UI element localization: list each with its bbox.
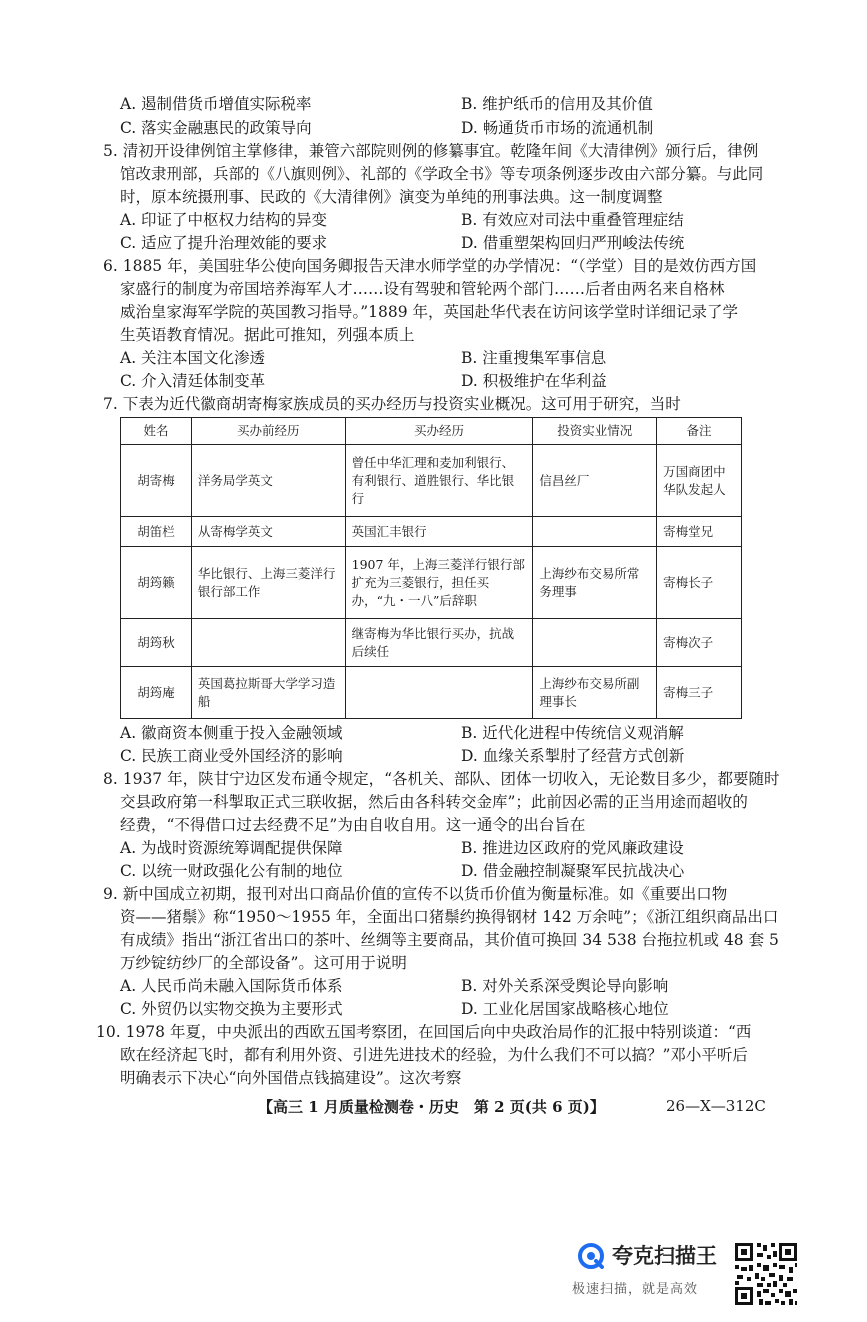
q8-option-d: D. 借金融控制凝聚军民抗战决心 bbox=[461, 862, 685, 880]
table-row bbox=[121, 619, 742, 667]
table-cell: 上海纱布交易所副理事长 bbox=[533, 667, 657, 719]
q8-option-a: A. 为战时资源统筹调配提供保障 bbox=[120, 839, 343, 857]
q9-stem-line: 万纱锭纺纱厂的全部设备”。这可用于说明 bbox=[120, 954, 407, 972]
q9-option-c: C. 外贸仍以实物交换为主要形式 bbox=[120, 1000, 343, 1018]
q6-option-b: B. 注重搜集军事信息 bbox=[461, 349, 607, 367]
q8-stem-line: 8. 1937 年，陕甘宁边区发布通令规定，“各机关、部队、团体一切收入，无论数目多少，都要随时 bbox=[103, 770, 780, 788]
table-cell: 万国商团中华队发起人 bbox=[657, 445, 742, 517]
scanner-app-title: 夸克扫描王 bbox=[612, 1244, 717, 1268]
table-cell: 洋务局学英文 bbox=[191, 445, 345, 517]
page-footer: 【高三 1 月质量检测卷・历史 第 2 页(共 6 页)】 bbox=[258, 1098, 605, 1116]
table-cell: 寄梅次子 bbox=[657, 619, 742, 667]
table-cell: 胡筠秋 bbox=[121, 619, 192, 667]
table-row bbox=[121, 445, 742, 517]
q5-option-d: D. 借重塑架构回归严刑峻法传统 bbox=[461, 234, 685, 252]
q9-option-d: D. 工业化居国家战略核心地位 bbox=[461, 1000, 669, 1018]
q6-stem-line: 生英语教育情况。据此可推知，列强本质上 bbox=[120, 326, 415, 344]
table-row bbox=[121, 667, 742, 719]
paper-code: 26—X—312C bbox=[666, 1097, 766, 1115]
q7-stem-line: 7. 下表为近代徽商胡寄梅家族成员的买办经历与投资实业概况。这可用于研究，当时 bbox=[103, 395, 681, 413]
q4-option-b: B. 维护纸币的信用及其价值 bbox=[461, 95, 653, 113]
table-cell: 从寄梅学英文 bbox=[191, 517, 345, 547]
scanner-app-slogan: 极速扫描，就是高效 bbox=[572, 1282, 699, 1297]
table-cell: 寄梅长子 bbox=[657, 547, 742, 619]
table-header-row bbox=[121, 418, 742, 445]
q10-stem-line: 欧在经济起飞时，都有利用外资、引进先进技术的经验，为什么我们不可以搞？”邓小平听后 bbox=[120, 1046, 748, 1064]
q5-option-b: B. 有效应对司法中重叠管理症结 bbox=[461, 211, 684, 229]
scanner-logo-icon bbox=[578, 1243, 604, 1269]
table-cell: 华比银行、上海三菱洋行银行部工作 bbox=[191, 547, 345, 619]
table-row bbox=[121, 517, 742, 547]
q8-option-c: C. 以统一财政强化公有制的地位 bbox=[120, 862, 343, 880]
table-cell: 英国葛拉斯哥大学学习造船 bbox=[191, 667, 345, 719]
table-cell: 胡筠籁 bbox=[121, 547, 192, 619]
table-cell: 继寄梅为华比银行买办，抗战后续任 bbox=[345, 619, 533, 667]
q5-stem-line: 馆改隶刑部，兵部的《八旗则例》、礼部的《学政全书》等专项条例逐步改由六部分纂。与此同 bbox=[120, 165, 764, 183]
q9-stem-line: 资——猪鬃》称“1950～1955 年，全面出口猪鬃约换得钢材 142 万余吨”；《浙江组织商品出口 bbox=[120, 908, 779, 926]
q9-stem-line: 9. 新中国成立初期，报刊对出口商品价值的宣传不以货币价值为衡量标准。如《重要出口物 bbox=[103, 885, 728, 903]
q9-stem-line: 有成绩》指出“浙江省出口的茶叶、丝绸等主要商品，其价值可换回 34 538 台拖拉机或 48 套 5 bbox=[120, 931, 779, 949]
q5-option-a: A. 印证了中枢权力结构的异变 bbox=[120, 211, 328, 229]
table-header-cell: 买办经历 bbox=[345, 418, 533, 445]
table-header-cell: 姓名 bbox=[121, 418, 192, 445]
q7-option-d: D. 血缘关系掣肘了经营方式创新 bbox=[461, 747, 685, 765]
q8-option-b: B. 推进边区政府的党风廉政建设 bbox=[461, 839, 684, 857]
table-cell bbox=[533, 619, 657, 667]
table-cell: 胡寄梅 bbox=[121, 445, 192, 517]
q9-option-b: B. 对外关系深受舆论导向影响 bbox=[461, 977, 669, 995]
q7-option-c: C. 民族工商业受外国经济的影响 bbox=[120, 747, 343, 765]
table-cell bbox=[533, 517, 657, 547]
q5-stem-line: 5. 清初开设律例馆主掌修律，兼管六部院则例的修纂事宜。乾隆年间《大清律例》颁行后，律例 bbox=[103, 142, 759, 160]
table-cell: 寄梅三子 bbox=[657, 667, 742, 719]
table-cell: 胡笛栏 bbox=[121, 517, 192, 547]
q5-stem-line: 时，原本统摄刑事、民政的《大清律例》演变为单纯的刑事法典。这一制度调整 bbox=[120, 188, 663, 206]
q6-option-d: D. 积极维护在华利益 bbox=[461, 372, 607, 390]
q8-stem-line: 经费，“不得借口过去经费不足”为由自收自用。这一通令的出台旨在 bbox=[120, 816, 586, 834]
q6-option-a: A. 关注本国文化渗透 bbox=[120, 349, 266, 367]
q6-option-c: C. 介入清廷体制变革 bbox=[120, 372, 266, 390]
q9-option-a: A. 人民币尚未融入国际货币体系 bbox=[120, 977, 343, 995]
qr-code-icon bbox=[733, 1241, 799, 1307]
table-cell: 信昌丝厂 bbox=[533, 445, 657, 517]
table-cell bbox=[191, 619, 345, 667]
q4-option-d: D. 畅通货币市场的流通机制 bbox=[461, 119, 654, 137]
q4-option-a: A. 遏制借货币增值实际税率 bbox=[120, 95, 312, 113]
table-cell: 曾任中华汇理和麦加利银行、有利银行、道胜银行、华比银行 bbox=[345, 445, 533, 517]
q10-stem-line: 明确表示下决心“向外国借点钱搞建设”。这次考察 bbox=[120, 1069, 462, 1087]
q5-option-c: C. 适应了提升治理效能的要求 bbox=[120, 234, 328, 252]
q4-option-c: C. 落实金融惠民的政策导向 bbox=[120, 119, 312, 137]
q6-stem-line: 威治皇家海军学院的英国教习指导。”1889 年，英国赴华代表在访问该学堂时详细记录了学 bbox=[120, 303, 739, 321]
table-cell: 胡筠庵 bbox=[121, 667, 192, 719]
q6-stem-line: 家盛行的制度为帝国培养海军人才……设有驾驶和管轮两个部门……后者由两名来自格林 bbox=[120, 280, 725, 298]
table-header-cell: 备注 bbox=[657, 418, 742, 445]
table-row bbox=[121, 547, 742, 619]
table-cell: 1907 年，上海三菱洋行银行部扩充为三菱银行，担任买办，“九・一八”后辞职 bbox=[345, 547, 533, 619]
hu-family-table bbox=[120, 417, 742, 719]
q7-option-b: B. 近代化进程中传统信义观消解 bbox=[461, 724, 684, 742]
table-cell bbox=[345, 667, 533, 719]
q7-option-a: A. 徽商资本侧重于投入金融领域 bbox=[120, 724, 343, 742]
table-header-cell: 投资实业情况 bbox=[533, 418, 657, 445]
q8-stem-line: 交县政府第一科掣取正式三联收据，然后由各科转交金库”；此前因必需的正当用途而超收的 bbox=[120, 793, 748, 811]
table-header-cell: 买办前经历 bbox=[191, 418, 345, 445]
q10-stem-line: 10. 1978 年夏，中央派出的西欧五国考察团，在回国后向中央政治局作的汇报中特别谈道：“西 bbox=[96, 1023, 752, 1041]
q6-stem-line: 6. 1885 年，美国驻华公使向国务卿报告天津水师学堂的办学情况：“（学堂）目的是效仿西方国 bbox=[103, 257, 757, 275]
table-cell: 上海纱布交易所常务理事 bbox=[533, 547, 657, 619]
table-cell: 寄梅堂兄 bbox=[657, 517, 742, 547]
table-cell: 英国汇丰银行 bbox=[345, 517, 533, 547]
